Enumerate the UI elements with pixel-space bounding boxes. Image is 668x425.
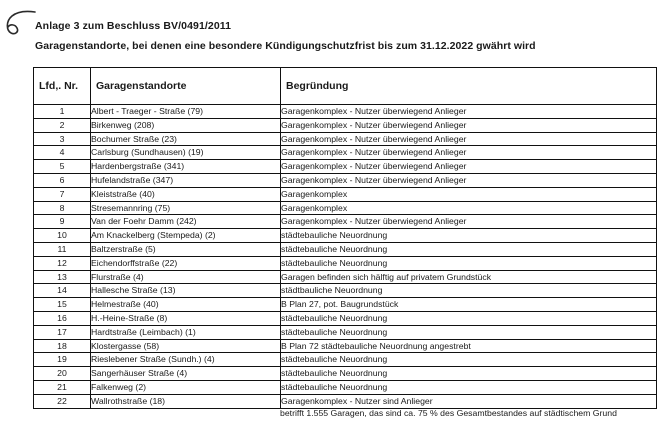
- cell-garagenstandort: Hardtstraße (Leimbach) (1): [91, 325, 281, 339]
- footnote-text: betrifft 1.555 Garagen, das sind ca. 75 % des Gesamtbestandes auf städtischem Grund: [280, 408, 617, 418]
- cell-garagenstandort: Baltzerstraße (5): [91, 242, 281, 256]
- cell-lfd-nr: 6: [34, 173, 91, 187]
- cell-garagenstandort: Flurstraße (4): [91, 270, 281, 284]
- cell-begruendung: Garagenkomplex - Nutzer überwiegend Anlieger: [281, 173, 657, 187]
- cell-lfd-nr: 10: [34, 229, 91, 243]
- table-row: [34, 229, 657, 243]
- cell-garagenstandort: Am Knackelberg (Stempeda) (2): [91, 229, 281, 243]
- table-row: [34, 339, 657, 353]
- cell-begruendung: B Plan 27, pot. Baugrundstück: [281, 298, 657, 312]
- cell-begruendung: Garagenkomplex - Nutzer sind Anlieger: [281, 394, 657, 408]
- cell-garagenstandort: H.-Heine-Straße (8): [91, 311, 281, 325]
- table-row: [34, 380, 657, 394]
- cell-begruendung: städtebauliche Neuordnung: [281, 242, 657, 256]
- cell-lfd-nr: 3: [34, 132, 91, 146]
- cell-lfd-nr: 9: [34, 215, 91, 229]
- cell-lfd-nr: 21: [34, 380, 91, 394]
- table-row: [34, 187, 657, 201]
- cell-begruendung: städtbauliche Neuordnung: [281, 284, 657, 298]
- table-row: [34, 201, 657, 215]
- table-body: [34, 105, 657, 409]
- cell-lfd-nr: 20: [34, 367, 91, 381]
- cell-garagenstandort: Falkenweg (2): [91, 380, 281, 394]
- cell-garagenstandort: Klostergasse (58): [91, 339, 281, 353]
- cell-begruendung: Garagenkomplex - Nutzer überwiegend Anlieger: [281, 146, 657, 160]
- cell-begruendung: städtebauliche Neuordnung: [281, 229, 657, 243]
- cell-lfd-nr: 8: [34, 201, 91, 215]
- cell-garagenstandort: Wallrothstraße (18): [91, 394, 281, 408]
- table-row: [34, 394, 657, 408]
- cell-begruendung: städtebauliche Neuordnung: [281, 311, 657, 325]
- cell-garagenstandort: Rieslebener Straße (Sundh.) (4): [91, 353, 281, 367]
- cell-lfd-nr: 1: [34, 105, 91, 119]
- cell-lfd-nr: 15: [34, 298, 91, 312]
- column-header-begruendung: Begründung: [281, 68, 657, 105]
- cell-begruendung: Garagenkomplex: [281, 201, 657, 215]
- cell-begruendung: Garagenkomplex - Nutzer überwiegend Anlieger: [281, 215, 657, 229]
- table-row: [34, 270, 657, 284]
- cell-garagenstandort: Stresemannring (75): [91, 201, 281, 215]
- cell-begruendung: Garagenkomplex - Nutzer überwiegend Anlieger: [281, 118, 657, 132]
- cell-garagenstandort: Sangerhäuser Straße (4): [91, 367, 281, 381]
- table-row: [34, 256, 657, 270]
- cell-garagenstandort: Kleiststraße (40): [91, 187, 281, 201]
- table-row: [34, 353, 657, 367]
- cell-begruendung: B Plan 72 städtebauliche Neuordnung angestrebt: [281, 339, 657, 353]
- cell-garagenstandort: Bochumer Straße (23): [91, 132, 281, 146]
- table-row: [34, 311, 657, 325]
- cell-lfd-nr: 19: [34, 353, 91, 367]
- cell-garagenstandort: Hufelandstraße (347): [91, 173, 281, 187]
- table-row: [34, 118, 657, 132]
- table-row: [34, 367, 657, 381]
- cell-lfd-nr: 16: [34, 311, 91, 325]
- cell-lfd-nr: 17: [34, 325, 91, 339]
- cell-lfd-nr: 18: [34, 339, 91, 353]
- table-row: [34, 325, 657, 339]
- cell-begruendung: Garagenkomplex - Nutzer überwiegend Anlieger: [281, 105, 657, 119]
- table-header-row: [34, 68, 657, 105]
- table-row: [34, 298, 657, 312]
- cell-garagenstandort: Hallesche Straße (13): [91, 284, 281, 298]
- cell-garagenstandort: Albert - Traeger - Straße (79): [91, 105, 281, 119]
- table-row: [34, 160, 657, 174]
- cell-garagenstandort: Carlsburg (Sundhausen) (19): [91, 146, 281, 160]
- page-subtitle: Garagenstandorte, bei denen eine besondere Kündigungschutzfrist bis zum 31.12.2022 gwährt wird: [35, 40, 536, 52]
- table-row: [34, 146, 657, 160]
- cell-garagenstandort: Hardenbergstraße (341): [91, 160, 281, 174]
- cell-lfd-nr: 4: [34, 146, 91, 160]
- page-title: Anlage 3 zum Beschluss BV/0491/2011: [35, 20, 232, 32]
- cell-begruendung: städtebauliche Neuordnung: [281, 256, 657, 270]
- column-header-lfd-nr: Lfd,. Nr.: [34, 68, 91, 105]
- garage-locations-table: [33, 67, 657, 409]
- table-row: [34, 105, 657, 119]
- cell-begruendung: städtebauliche Neuordnung: [281, 380, 657, 394]
- cell-begruendung: städtebauliche Neuordnung: [281, 353, 657, 367]
- cell-garagenstandort: Helmestraße (40): [91, 298, 281, 312]
- cell-lfd-nr: 11: [34, 242, 91, 256]
- table-row: [34, 284, 657, 298]
- handwritten-curl-mark: [4, 9, 38, 39]
- cell-lfd-nr: 14: [34, 284, 91, 298]
- cell-lfd-nr: 12: [34, 256, 91, 270]
- garage-locations-table-container: [33, 67, 656, 409]
- cell-lfd-nr: 7: [34, 187, 91, 201]
- column-header-garagenstandorte: Garagenstandorte: [91, 68, 281, 105]
- cell-garagenstandort: Birkenweg (208): [91, 118, 281, 132]
- table-row: [34, 173, 657, 187]
- table-row: [34, 242, 657, 256]
- cell-begruendung: städtebauliche Neuordnung: [281, 325, 657, 339]
- cell-lfd-nr: 5: [34, 160, 91, 174]
- cell-begruendung: städtebauliche Neuordnung: [281, 367, 657, 381]
- cell-garagenstandort: Eichendorffstraße (22): [91, 256, 281, 270]
- table-row: [34, 132, 657, 146]
- table-row: [34, 215, 657, 229]
- cell-garagenstandort: Van der Foehr Damm (242): [91, 215, 281, 229]
- cell-begruendung: Garagenkomplex: [281, 187, 657, 201]
- cell-lfd-nr: 2: [34, 118, 91, 132]
- cell-lfd-nr: 22: [34, 394, 91, 408]
- cell-begruendung: Garagenkomplex - Nutzer überwiegend Anlieger: [281, 160, 657, 174]
- cell-begruendung: Garagen befinden sich hälftig auf privatem Grundstück: [281, 270, 657, 284]
- table-header: [34, 68, 657, 105]
- cell-lfd-nr: 13: [34, 270, 91, 284]
- cell-begruendung: Garagenkomplex - Nutzer überwiegend Anlieger: [281, 132, 657, 146]
